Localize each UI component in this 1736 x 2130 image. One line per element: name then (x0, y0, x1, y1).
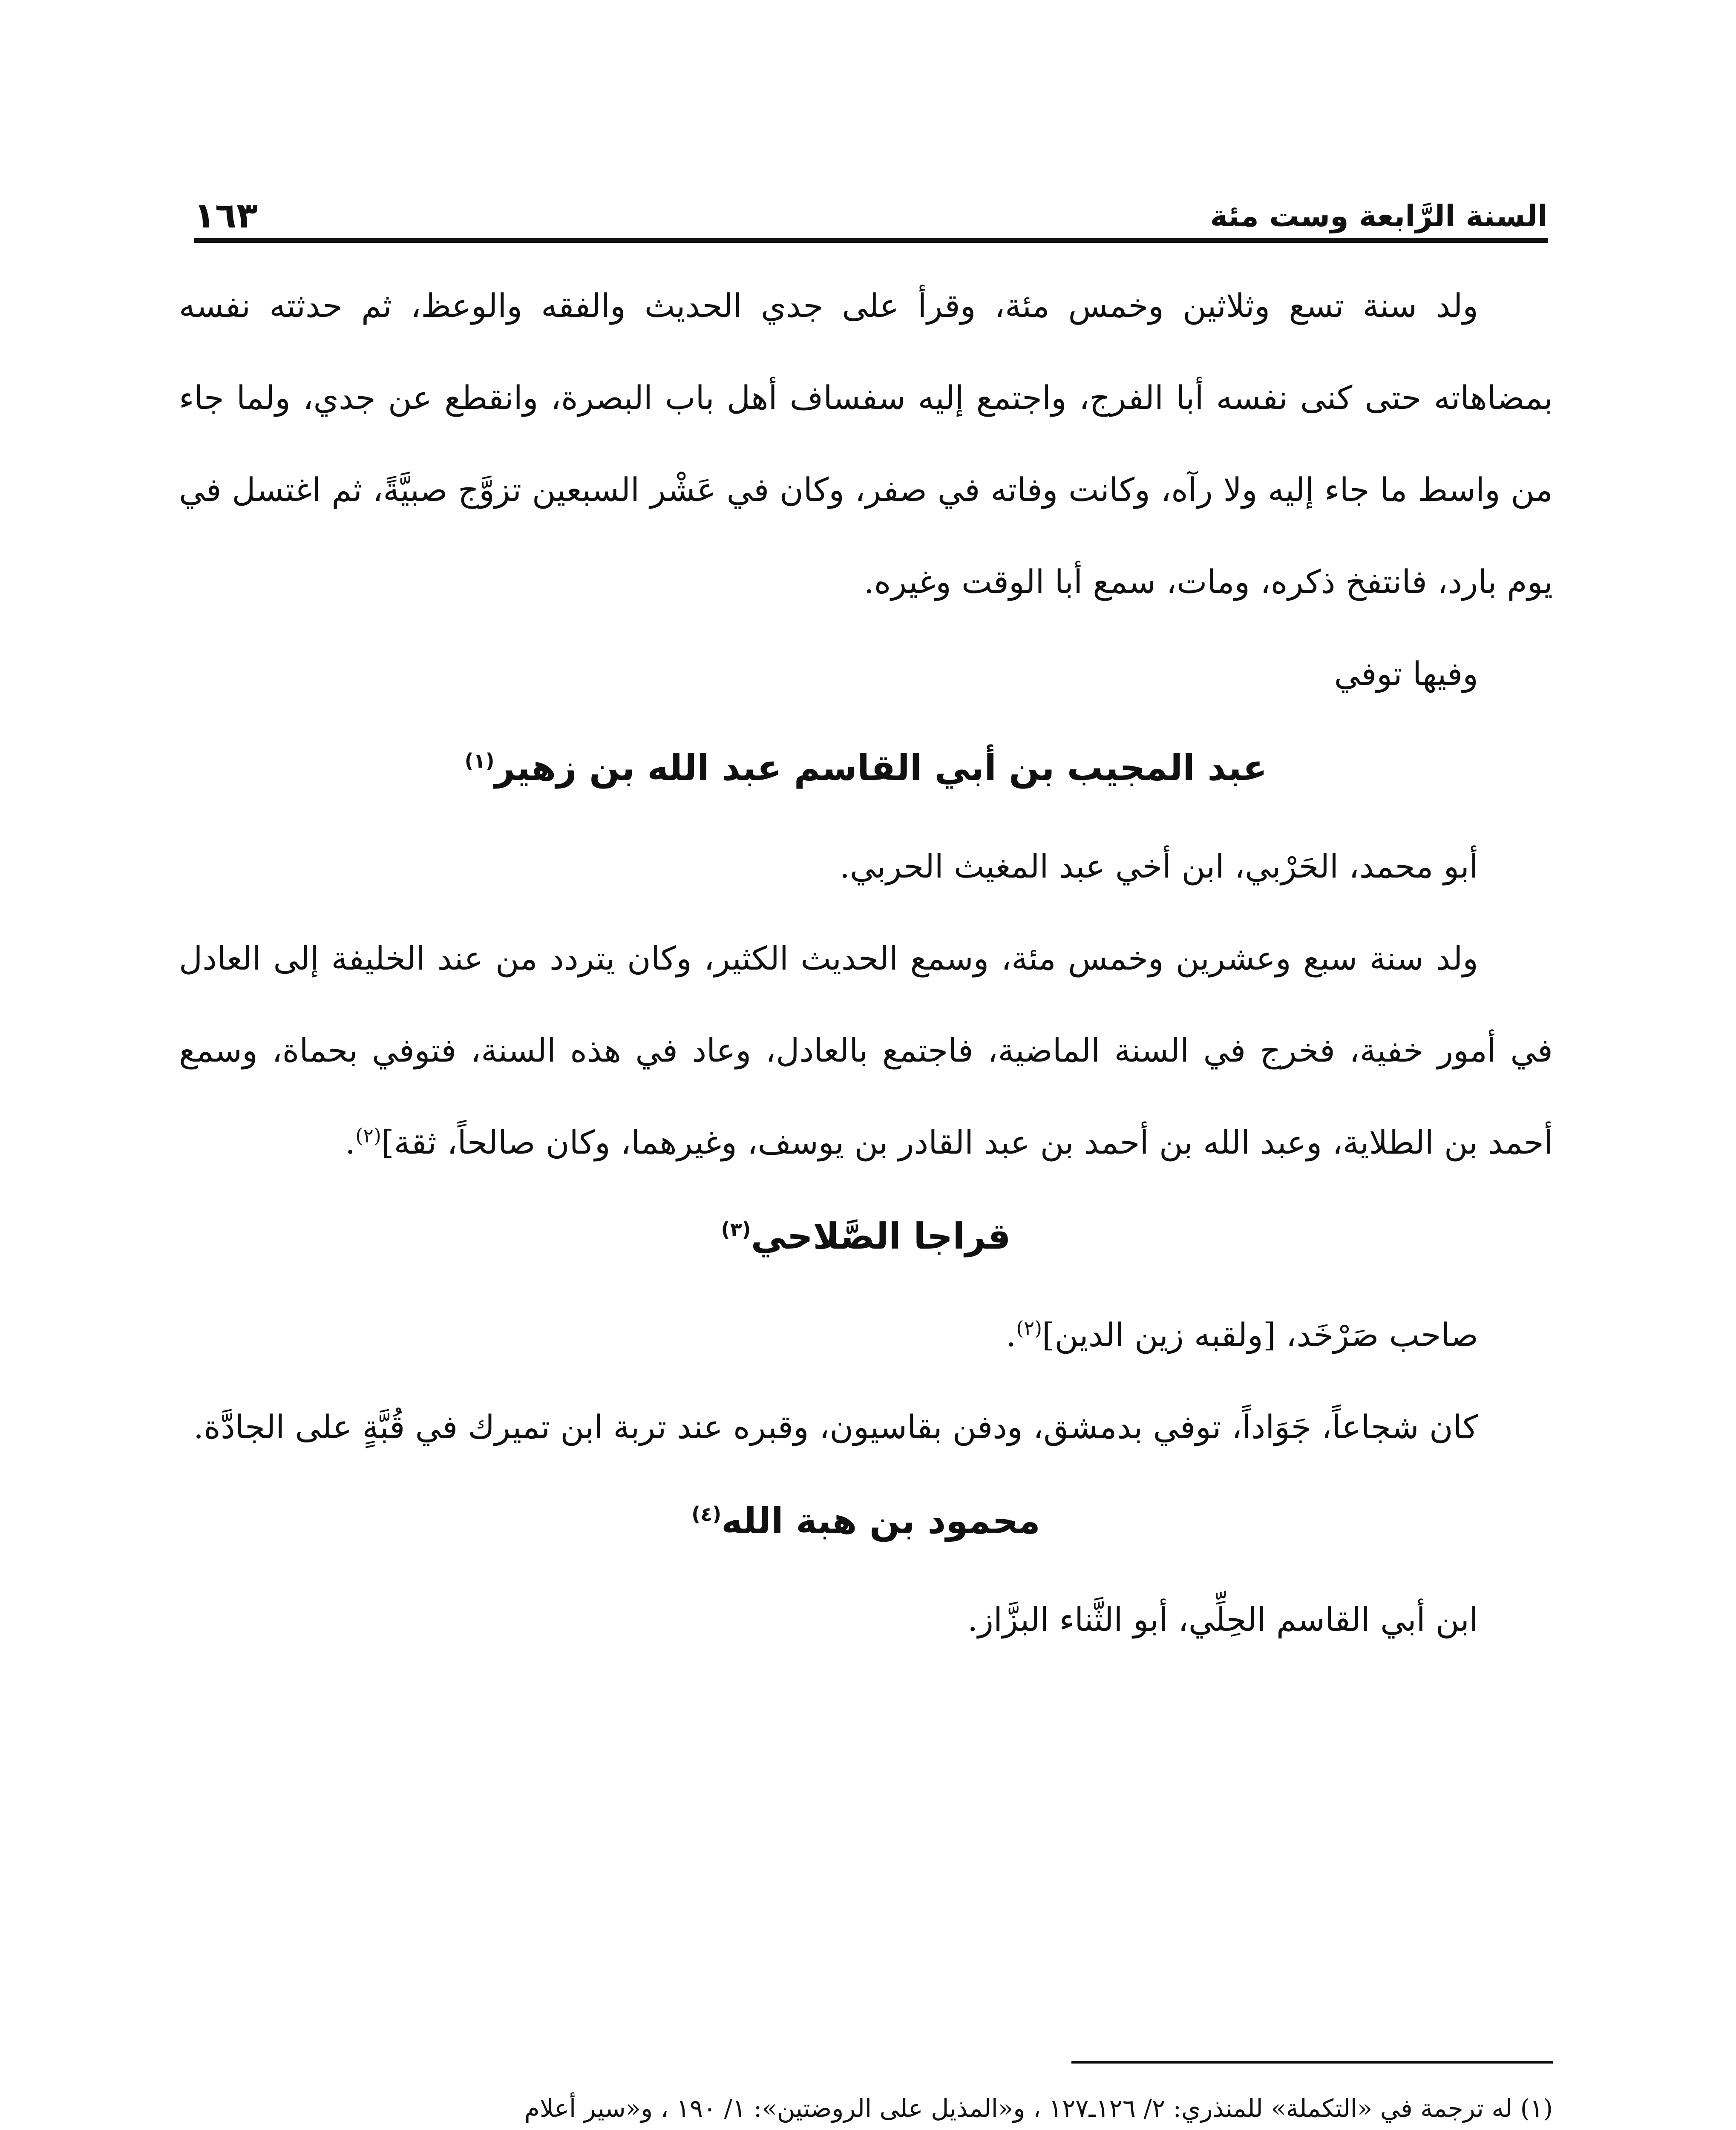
paragraph-4-end: . (345, 1123, 356, 1161)
page-header (194, 179, 1548, 243)
footnote-ref-2: (٢) (355, 1124, 381, 1147)
page-number: ١٦٣ (194, 196, 258, 236)
footnote-ref-1: (١) (464, 749, 495, 772)
entry-heading-1-text: عبد المجيب بن أبي القاسم عبد الله بن زهير (494, 747, 1267, 789)
footnote-ref-4: (٤) (691, 1503, 722, 1526)
paragraph-3: أبو محمد، الحَرْبي، ابن أخي عبد المغيث الحربي. (839, 847, 1478, 885)
entry-heading-2 (179, 1211, 1553, 1262)
entry-heading-3-text: محمود بن هبة الله (721, 1500, 1040, 1542)
paragraph-4 (179, 912, 1553, 1189)
running-title: السنة الرَّابعة وست مئة (1210, 199, 1548, 233)
footnotes (181, 2081, 1553, 2130)
header-divider (194, 238, 1548, 243)
paragraph-7: ابن أبي القاسم الحِلِّي، أبو الثَّناء البزَّاز. (967, 1600, 1478, 1638)
paragraph-6: كان شجاعاً، جَوَاداً، توفي بدمشق، ودفن بقاسيون، وقبره عند تربة ابن تميرك في قُبَّةٍ على الجادَّة. (193, 1408, 1478, 1446)
footnote-divider (1071, 2061, 1553, 2064)
entry-heading-3 (179, 1495, 1553, 1546)
paragraph-4-text: ولد سنة سبع وعشرين وخمس مئة، وسمع الحديث الكثير، وكان يتردد من عند الخليفة إلى العادل في أمور خفية، فخرج في السنة الماضية، فاجتمع بالعادل، وعاد في هذه السنة، فتوفي بحماة، وسمع أحمد بن الطلاية، وعبد الله بن أحمد بن عبد القادر بن يوسف، وغيرهما، وكان صالحاً، ثقة] (179, 939, 1553, 1161)
paragraph-5-text: صاحب صَرْخَد، [ولقبه زين الدين] (1042, 1316, 1478, 1354)
paragraph-2: وفيها توفي (1334, 655, 1478, 693)
paragraph-5-end: . (1006, 1316, 1016, 1354)
entry-heading-2-text: قراجا الصَّلاحي (751, 1215, 1011, 1257)
footnote-ref-3: (٣) (721, 1218, 751, 1241)
footnote-1: (١) له ترجمة في «التكملة» للمنذري: ٢/ ١٢٦ـ١٢٧ ، و«المذيل على الروضتين»: ١/ ١٩٠ ، و«سير أعلام (524, 2094, 1553, 2123)
paragraph-5 (179, 1289, 1553, 1381)
main-text (179, 260, 1553, 1666)
entry-heading-1 (179, 742, 1553, 793)
footnote-ref-2b: (٢) (1016, 1316, 1042, 1340)
paragraph-1: ولد سنة تسع وثلاثين وخمس مئة، وقرأ على جدي الحديث والفقه والوعظ، ثم حدثته نفسه بمضاهاته حتى كنى نفسه أبا الفرج، واجتمع إليه سفساف أهل باب البصرة، وانقطع عن جدي، ولما جاء من واسط ما جاء إليه ولا رآه، وكانت وفاته في صفر، وكان في عَشْر السبعين تزوَّج صبيَّةً، ثم اغتسل في يوم بارد، فانتفخ ذكره، ومات، سمع أبا الوقت وغيره. (179, 287, 1553, 601)
